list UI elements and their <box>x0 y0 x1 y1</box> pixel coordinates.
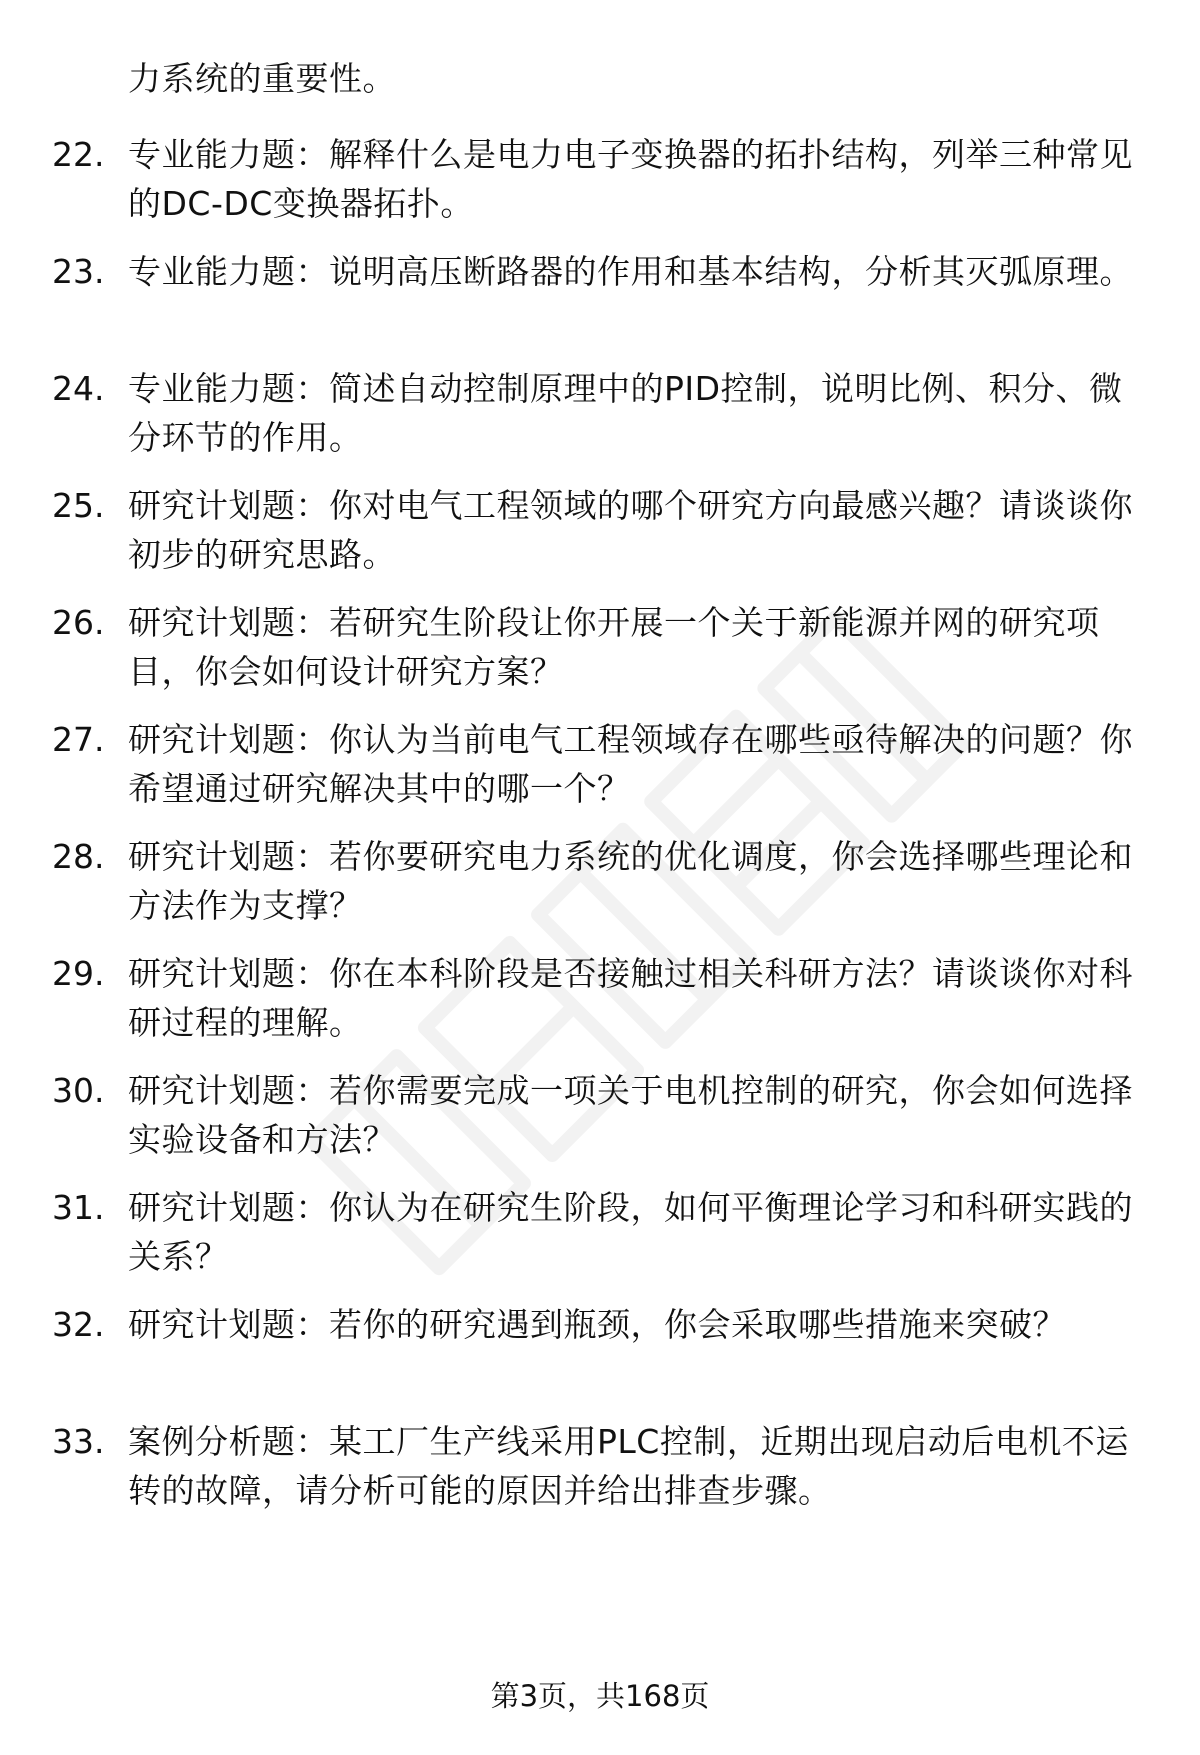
question-number: 27. <box>52 720 105 759</box>
question-number: 26. <box>52 603 105 642</box>
question-text: 研究计划题：你认为当前电气工程领域存在哪些亟待解决的问题？你希望通过研究解决其中的哪一个？ <box>128 720 1133 808</box>
question-text: 研究计划题：你认为在研究生阶段，如何平衡理论学习和科研实践的关系？ <box>128 1188 1133 1276</box>
question-number: 31. <box>52 1188 105 1227</box>
question-number: 29. <box>52 954 105 993</box>
question-number: 25. <box>52 486 105 525</box>
question-text: 专业能力题：解释什么是电力电子变换器的拓扑结构，列举三种常见的DC-DC变换器拓扑。 <box>128 135 1133 223</box>
question-text: 研究计划题：你对电气工程领域的哪个研究方向最感兴趣？请谈谈你初步的研究思路。 <box>128 486 1133 574</box>
question-text: 研究计划题：若你需要完成一项关于电机控制的研究，你会如何选择实验设备和方法？ <box>128 1071 1133 1159</box>
question-text: 研究计划题：若研究生阶段让你开展一个关于新能源并网的研究项目，你会如何设计研究方案？ <box>128 603 1100 691</box>
question-number: 24. <box>52 369 105 408</box>
question-text: 研究计划题：你在本科阶段是否接触过相关科研方法？请谈谈你对科研过程的理解。 <box>128 954 1133 1042</box>
question-number: 32. <box>52 1305 105 1344</box>
question-text: 研究计划题：若你的研究遇到瓶颈，你会采取哪些措施来突破？ <box>128 1305 1066 1344</box>
question-number: 28. <box>52 837 105 876</box>
continuation-text: 力系统的重要性。 <box>128 59 396 98</box>
question-text: 案例分析题：某工厂生产线采用PLC控制，近期出现启动后电机不运转的故障，请分析可能的原因并给出排查步骤。 <box>128 1422 1129 1510</box>
question-text: 研究计划题：若你要研究电力系统的优化调度，你会选择哪些理论和方法作为支撑？ <box>128 837 1133 925</box>
question-text: 专业能力题：说明高压断路器的作用和基本结构，分析其灭弧原理。 <box>128 252 1133 291</box>
question-number: 30. <box>52 1071 105 1110</box>
question-number: 22. <box>52 135 105 174</box>
question-number: 33. <box>52 1422 105 1461</box>
question-text: 专业能力题：简述自动控制原理中的PID控制，说明比例、积分、微分环节的作用。 <box>128 369 1123 457</box>
page-footer: 第3页，共168页 <box>490 1679 710 1713</box>
question-number: 23. <box>52 252 105 291</box>
